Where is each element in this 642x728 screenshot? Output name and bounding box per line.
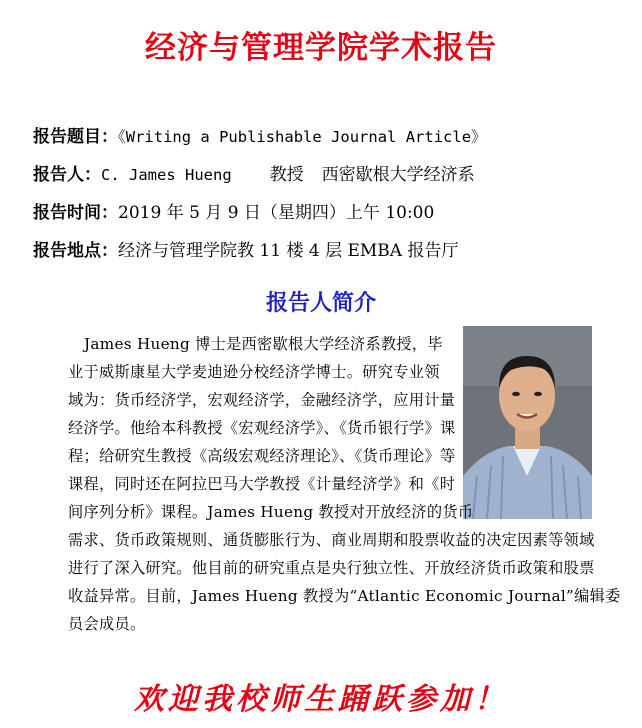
bio-line-4: 经济学。他给本科教授《宏观经济学》、《货币银行学》课 [68, 419, 456, 437]
speaker-row [33, 164, 475, 186]
bio-line-10: 收益异常。目前，James Hueng 教授为“Atlantic Economic Journal”编辑委 [68, 587, 621, 605]
welcome-banner: 欢迎我校师生踊跃参加！ [134, 682, 508, 717]
speaker-portrait-icon [463, 326, 592, 519]
speaker-rank: 教授 [269, 165, 304, 185]
time-label: 报告时间： [33, 203, 118, 223]
place-label: 报告地点： [33, 241, 118, 261]
bio-line-9: 进行了深入研究。他目前的研究重点是央行独立性、开放经济货币政策和股票 [68, 559, 595, 577]
topic-row [33, 126, 487, 148]
topic-value: 《Writing a Publishable Journal Article》 [118, 128, 487, 146]
bio-line-5: 程；给研究生教授《高级宏观经济理论》、《货币理论》等 [68, 447, 456, 465]
bio-heading: 报告人简介 [265, 291, 376, 316]
page-title: 经济与管理学院学术报告 [145, 30, 497, 66]
place-row [33, 240, 458, 262]
time-row [33, 202, 434, 224]
bio-line-3: 域为：货币经济学，宏观经济学，金融经济学，应用计量 [68, 391, 456, 409]
bio-line-11: 员会成员。 [68, 615, 146, 633]
speaker-affiliation: 西密歇根大学经济系 [321, 165, 475, 185]
speaker-photo [463, 326, 592, 519]
place-value: 经济与管理学院教 11 楼 4 层 EMBA 报告厅 [118, 241, 459, 261]
bio-line-8: 需求、货币政策规则、通货膨胀行为、商业周期和股票收益的决定因素等领域 [68, 531, 595, 549]
topic-label: 报告题目： [33, 127, 118, 147]
bio-line-2: 业于威斯康星大学麦迪逊分校经济学博士。研究专业领 [68, 363, 440, 381]
bio-line-7: 间序列分析》课程。James Hueng 教授对开放经济的货币 [68, 503, 474, 521]
speaker-name: C. James Hueng [101, 166, 232, 184]
bio-line-6: 课程，同时还在阿拉巴马大学教授《计量经济学》和《时 [68, 475, 456, 493]
bio-line-1: James Hueng 博士是西密歇根大学经济系教授，毕 [84, 335, 443, 353]
speaker-label: 报告人： [33, 165, 101, 185]
time-value: 2019 年 5 月 9 日（星期四）上午 10:00 [118, 203, 435, 223]
